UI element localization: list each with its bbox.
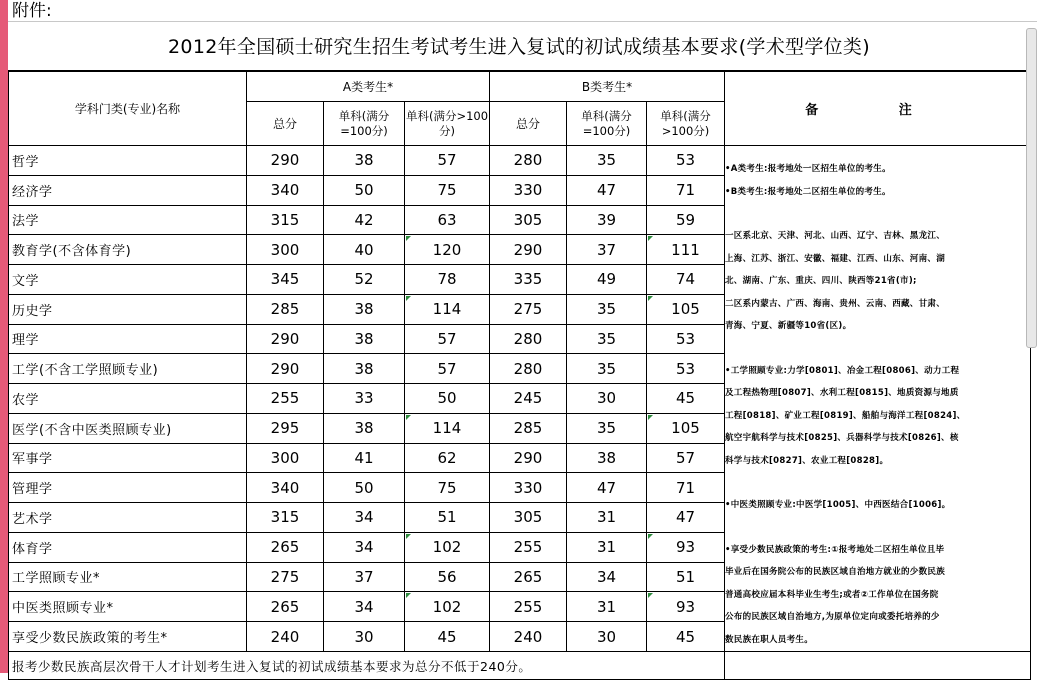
a-single-100-cell[interactable]: 33 xyxy=(324,384,405,414)
a-total-cell[interactable]: 265 xyxy=(247,592,324,622)
b-single-over100-cell[interactable]: 47 xyxy=(647,503,725,533)
a-total-cell[interactable]: 285 xyxy=(247,294,324,324)
b-single-over100-cell[interactable]: 105 xyxy=(647,413,725,443)
subject-cell[interactable]: 工学(不含工学照顾专业) xyxy=(9,354,247,384)
subject-cell[interactable]: 管理学 xyxy=(9,473,247,503)
a-single-100-cell[interactable]: 42 xyxy=(324,205,405,235)
b-total-cell[interactable]: 240 xyxy=(490,622,567,652)
remark-line: 航空宇航科学与技术[0825]、兵器科学与技术[0826]、核 xyxy=(725,433,959,443)
b-single-100-cell[interactable]: 38 xyxy=(567,443,647,473)
remark-line: 工程[0818]、矿业工程[0819]、船舶与海洋工程[0824]、 xyxy=(725,410,966,421)
a-single-over100-cell[interactable]: 57 xyxy=(405,324,490,354)
a-total-cell[interactable]: 315 xyxy=(247,205,324,235)
b-total-header[interactable]: 总分 xyxy=(490,102,567,146)
empty-cell[interactable] xyxy=(725,652,1031,680)
a-single-over100-cell[interactable]: 102 xyxy=(405,592,490,622)
b-single-100-cell[interactable]: 34 xyxy=(567,562,647,592)
a-single-100-cell[interactable]: 38 xyxy=(324,294,405,324)
b-single-over100-cell[interactable]: 93 xyxy=(647,592,725,622)
b-single-100-cell[interactable]: 49 xyxy=(567,265,647,295)
b-total-cell[interactable]: 305 xyxy=(490,205,567,235)
subject-cell[interactable]: 理学 xyxy=(9,324,247,354)
b-single-100-cell[interactable]: 35 xyxy=(567,146,647,176)
a-total-cell[interactable]: 295 xyxy=(247,413,324,443)
b-single-over100-cell[interactable]: 53 xyxy=(647,146,725,176)
a-single-over100-cell[interactable]: 62 xyxy=(405,443,490,473)
b-single-100-cell[interactable]: 30 xyxy=(567,384,647,414)
b-total-cell[interactable]: 280 xyxy=(490,324,567,354)
b-total-cell[interactable]: 280 xyxy=(490,354,567,384)
a-total-cell[interactable]: 290 xyxy=(247,146,324,176)
a-single-over100-cell[interactable]: 63 xyxy=(405,205,490,235)
b-total-cell[interactable]: 285 xyxy=(490,413,567,443)
b-total-cell[interactable]: 255 xyxy=(490,592,567,622)
a-single-100-cell[interactable]: 52 xyxy=(324,265,405,295)
attachment-label: 附件: xyxy=(12,1,52,21)
remark-line: 数民族在职人员考生。 xyxy=(725,634,814,645)
a-single-over100-cell[interactable]: 78 xyxy=(405,265,490,295)
subject-cell[interactable]: 体育学 xyxy=(9,532,247,562)
subject-cell[interactable]: 经济学 xyxy=(9,175,247,205)
a-single-over100-header[interactable]: 单科(满分>100分) xyxy=(405,102,490,146)
a-single-100-cell[interactable]: 50 xyxy=(324,473,405,503)
row-header-strip xyxy=(0,0,8,673)
a-single-100-header[interactable]: 单科(满分=100分) xyxy=(324,102,405,146)
subject-cell[interactable]: 文学 xyxy=(9,265,247,295)
b-single-over100-cell[interactable]: 45 xyxy=(647,622,725,652)
remark-line xyxy=(725,203,1030,225)
b-single-over100-cell[interactable]: 71 xyxy=(647,473,725,503)
remark-line: 二区系内蒙古、广西、海南、贵州、云南、西藏、甘肃、 xyxy=(725,298,946,309)
b-single-over100-cell[interactable]: 71 xyxy=(647,175,725,205)
b-single-over100-header[interactable]: 单科(满分>100分) xyxy=(647,102,725,146)
subject-cell[interactable]: 医学(不含中医类照顾专业) xyxy=(9,413,247,443)
b-total-cell[interactable]: 265 xyxy=(490,562,567,592)
a-single-over100-cell[interactable]: 75 xyxy=(405,175,490,205)
remark-line: 公布的民族区域自治地方,为原单位定向或委托培养的少 xyxy=(725,612,940,622)
a-single-100-cell[interactable]: 37 xyxy=(324,562,405,592)
b-single-over100-cell[interactable]: 57 xyxy=(647,443,725,473)
b-single-100-cell[interactable]: 35 xyxy=(567,413,647,443)
subject-cell[interactable]: 法学 xyxy=(9,205,247,235)
subject-header[interactable]: 学科门类(专业)名称 xyxy=(9,72,247,146)
subject-cell[interactable]: 军事学 xyxy=(9,443,247,473)
a-total-cell[interactable]: 290 xyxy=(247,354,324,384)
b-single-100-cell[interactable]: 35 xyxy=(567,324,647,354)
a-single-100-cell[interactable]: 30 xyxy=(324,622,405,652)
b-single-100-cell[interactable]: 31 xyxy=(567,503,647,533)
a-total-cell[interactable]: 290 xyxy=(247,324,324,354)
a-total-cell[interactable]: 240 xyxy=(247,622,324,652)
a-single-100-cell[interactable]: 38 xyxy=(324,324,405,354)
b-single-over100-cell[interactable]: 74 xyxy=(647,265,725,295)
remark-line: 普通高校应届本科毕业生考生;或者②工作单位在国务院 xyxy=(725,589,939,600)
remark-line: 及工程热物理[0807]、水利工程[0815]、地质资源与地质 xyxy=(725,388,959,398)
divider xyxy=(8,21,1037,22)
b-single-over100-cell[interactable]: 45 xyxy=(647,384,725,414)
a-single-100-cell[interactable]: 41 xyxy=(324,443,405,473)
group-b-header[interactable]: B类考生* xyxy=(490,72,725,102)
b-single-100-cell[interactable]: 37 xyxy=(567,235,647,265)
remark-line: 一区系北京、天津、河北、山西、辽宁、吉林、黑龙江、 xyxy=(725,231,946,241)
b-single-100-cell[interactable]: 31 xyxy=(567,592,647,622)
a-single-100-cell[interactable]: 34 xyxy=(324,503,405,533)
a-single-100-cell[interactable]: 40 xyxy=(324,235,405,265)
b-single-100-cell[interactable]: 35 xyxy=(567,294,647,324)
subject-cell[interactable]: 教育学(不含体育学) xyxy=(9,235,247,265)
remark-line xyxy=(725,472,1030,494)
b-single-100-cell[interactable]: 47 xyxy=(567,473,647,503)
subject-cell[interactable]: 享受少数民族政策的考生* xyxy=(9,622,247,652)
remarks-header[interactable]: 备 注 xyxy=(725,72,1031,146)
remark-line: 上海、江苏、浙江、安徽、福建、江西、山东、河南、湖 xyxy=(725,253,946,264)
subject-cell[interactable]: 哲学 xyxy=(9,146,247,176)
b-single-over100-cell[interactable]: 93 xyxy=(647,532,725,562)
a-single-over100-cell[interactable]: 51 xyxy=(405,503,490,533)
remark-line: •享受少数民族政策的考生:①报考地处二区招生单位且毕 xyxy=(725,544,945,555)
b-total-cell[interactable]: 335 xyxy=(490,265,567,295)
a-single-over100-cell[interactable]: 102 xyxy=(405,532,490,562)
a-single-over100-cell[interactable]: 75 xyxy=(405,473,490,503)
a-total-cell[interactable]: 255 xyxy=(247,384,324,414)
b-single-100-cell[interactable]: 31 xyxy=(567,532,647,562)
remark-line: 青海、宁夏、新疆等10省(区)。 xyxy=(725,321,852,331)
b-single-100-header[interactable]: 单科(满分=100分) xyxy=(567,102,647,146)
group-a-header[interactable]: A类考生* xyxy=(247,72,490,102)
remark-line: 科学与技术[0827]、农业工程[0828]。 xyxy=(725,455,889,466)
a-total-cell[interactable]: 275 xyxy=(247,562,324,592)
a-single-100-cell[interactable]: 38 xyxy=(324,146,405,176)
remark-line: 毕业后在国务院公布的民族区域自治地方就业的少数民族 xyxy=(725,567,946,577)
vertical-scrollbar[interactable] xyxy=(1026,28,1037,348)
remark-line xyxy=(725,517,1030,539)
b-single-over100-cell[interactable]: 111 xyxy=(647,235,725,265)
b-single-100-cell[interactable]: 35 xyxy=(567,354,647,384)
a-total-cell[interactable]: 340 xyxy=(247,473,324,503)
a-total-cell[interactable]: 265 xyxy=(247,532,324,562)
b-single-over100-cell[interactable]: 53 xyxy=(647,354,725,384)
a-single-over100-cell[interactable]: 50 xyxy=(405,384,490,414)
a-single-100-cell[interactable]: 50 xyxy=(324,175,405,205)
a-total-cell[interactable]: 315 xyxy=(247,503,324,533)
footnote-cell[interactable]: 报考少数民族高层次骨干人才计划考生进入复试的初试成绩基本要求为总分不低于240分。 xyxy=(9,652,725,680)
a-total-cell[interactable]: 300 xyxy=(247,235,324,265)
b-total-cell[interactable]: 330 xyxy=(490,175,567,205)
remark-line: •工学照顾专业:力学[0801]、冶金工程[0806]、动力工程 xyxy=(725,365,960,376)
b-total-cell[interactable]: 305 xyxy=(490,503,567,533)
a-single-over100-cell[interactable]: 114 xyxy=(405,294,490,324)
a-single-over100-cell[interactable]: 57 xyxy=(405,146,490,176)
a-single-over100-cell[interactable]: 57 xyxy=(405,354,490,384)
subject-cell[interactable]: 艺术学 xyxy=(9,503,247,533)
b-single-100-cell[interactable]: 47 xyxy=(567,175,647,205)
b-single-100-cell[interactable]: 39 xyxy=(567,205,647,235)
a-single-100-cell[interactable]: 38 xyxy=(324,413,405,443)
a-total-cell[interactable]: 340 xyxy=(247,175,324,205)
a-single-over100-cell[interactable]: 56 xyxy=(405,562,490,592)
a-single-over100-cell[interactable]: 114 xyxy=(405,413,490,443)
subject-cell[interactable]: 历史学 xyxy=(9,294,247,324)
remarks-cell[interactable] xyxy=(725,146,1031,652)
b-single-over100-cell[interactable]: 59 xyxy=(647,205,725,235)
a-total-cell[interactable]: 345 xyxy=(247,265,324,295)
b-total-cell[interactable]: 275 xyxy=(490,294,567,324)
b-single-over100-cell[interactable]: 105 xyxy=(647,294,725,324)
b-total-cell[interactable]: 290 xyxy=(490,443,567,473)
remark-line: 北、湖南、广东、重庆、四川、陕西等21省(市); xyxy=(725,276,917,286)
a-single-100-cell[interactable]: 34 xyxy=(324,532,405,562)
b-single-over100-cell[interactable]: 53 xyxy=(647,324,725,354)
a-single-over100-cell[interactable]: 45 xyxy=(405,622,490,652)
b-total-cell[interactable]: 255 xyxy=(490,532,567,562)
score-table xyxy=(8,71,1031,680)
table-row xyxy=(9,146,1031,176)
b-total-cell[interactable]: 280 xyxy=(490,146,567,176)
b-total-cell[interactable]: 245 xyxy=(490,384,567,414)
subject-cell[interactable]: 工学照顾专业* xyxy=(9,562,247,592)
b-single-100-cell[interactable]: 30 xyxy=(567,622,647,652)
remark-line xyxy=(725,338,1030,360)
b-single-over100-cell[interactable]: 51 xyxy=(647,562,725,592)
a-single-100-cell[interactable]: 38 xyxy=(324,354,405,384)
a-single-100-cell[interactable]: 34 xyxy=(324,592,405,622)
a-total-cell[interactable]: 300 xyxy=(247,443,324,473)
b-total-cell[interactable]: 290 xyxy=(490,235,567,265)
a-single-over100-cell[interactable]: 120 xyxy=(405,235,490,265)
remark-line: •A类考生:报考地处一区招生单位的考生。 xyxy=(725,164,891,174)
b-total-cell[interactable]: 330 xyxy=(490,473,567,503)
subject-cell[interactable]: 中医类照顾专业* xyxy=(9,592,247,622)
remark-line: •B类考生:报考地处二区招生单位的考生。 xyxy=(725,186,891,197)
subject-cell[interactable]: 农学 xyxy=(9,384,247,414)
table-title: 2012年全国硕士研究生招生考试考生进入复试的初试成绩基本要求(学术型学位类) xyxy=(168,36,870,58)
remark-line: •中医类照顾专业:中医学[1005]、中西医结合[1006]。 xyxy=(725,500,951,510)
a-total-header[interactable]: 总分 xyxy=(247,102,324,146)
